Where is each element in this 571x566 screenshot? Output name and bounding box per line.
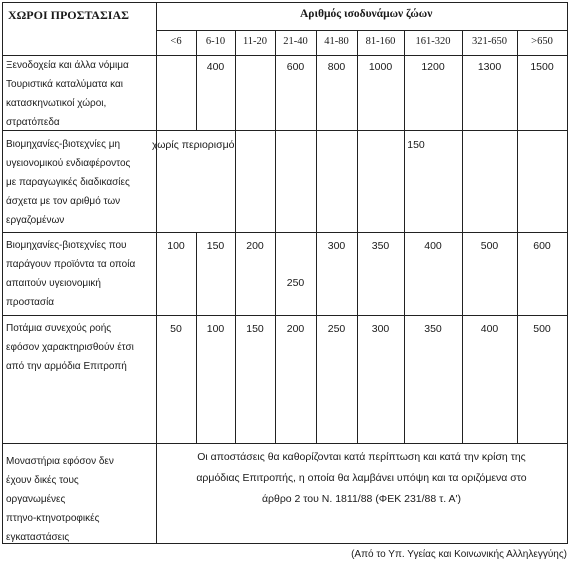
column-header: 21-40 [283, 36, 308, 47]
column-divider [357, 30, 358, 443]
row-label-line: με παραγωγικές διαδικασίες [6, 177, 130, 188]
column-header: 41-80 [324, 36, 349, 47]
cell-value: 500 [533, 323, 551, 335]
cell-value: 50 [170, 323, 182, 335]
column-divider [316, 30, 317, 443]
cell-value: 350 [424, 323, 442, 335]
cell-value: 1000 [368, 61, 393, 73]
row-label-line: Μοναστήρια εφόσον δεν [6, 456, 114, 467]
row-label-line: πτηνο-κτηνοτροφικές [6, 513, 100, 524]
row-label-line: Ποτάμια συνεχούς ροής [6, 323, 112, 334]
cell-value: 1200 [421, 61, 445, 73]
row-label-line: στρατόπεδα [6, 117, 60, 128]
cell-value: 400 [480, 323, 499, 335]
row-label-line: προστασία [6, 297, 55, 308]
row-divider [2, 130, 568, 131]
cell-value: 600 [286, 61, 305, 73]
cell-value: 200 [286, 323, 305, 335]
column-header: 161-320 [415, 36, 451, 47]
cell-value: 300 [371, 323, 390, 335]
source-caption: (Από το Υπ. Υγείας και Κοινωνικής Αλληλεγγύης) [351, 549, 567, 560]
animals-header: Αριθμός ισοδυνάμων ζώων [300, 8, 433, 20]
header-divider [156, 30, 568, 31]
column-header: 81-160 [365, 36, 396, 47]
cell-value: 100 [206, 323, 225, 335]
table-border-right [567, 2, 568, 544]
cell-value: 250 [286, 277, 305, 289]
column-divider [196, 232, 197, 443]
row-label-line: εγκαταστάσεις [6, 532, 70, 543]
row-label-line: έχουν δικές τους [6, 475, 79, 486]
column-divider [462, 30, 463, 443]
row-label-line: εργαζομένων [6, 215, 65, 226]
cell-value: 1300 [477, 61, 502, 73]
cell-value: 400 [424, 240, 442, 252]
column-divider [275, 30, 276, 443]
row-label-line: Τουριστικά καταλύματα και [6, 79, 124, 90]
table-border-bottom [2, 543, 568, 544]
spaces-header: ΧΩΡΟΙ ΠΡΟΣΤΑΣΙΑΣ [8, 8, 129, 22]
column-header: 321-650 [472, 36, 507, 47]
row-label-line: εφόσον χαρακτηρισθούν έτσι [6, 342, 134, 353]
discretion-note-line: Οι αποστάσεις θα καθορίζονται κατά περίπτωση και κατά την κρίση της [197, 451, 526, 463]
cell-value: 200 [246, 240, 264, 252]
cell-value: 800 [327, 61, 346, 73]
column-header: 11-20 [242, 36, 268, 47]
cell-value: 300 [327, 240, 346, 252]
row-label-line: άσχετα με τον αριθμό των [6, 196, 121, 207]
cell-value: 150 [206, 240, 225, 252]
row-divider [2, 315, 568, 316]
cell-value: 500 [480, 240, 499, 252]
row-label-line: από την αρμόδια Επιτροπή [6, 361, 127, 372]
cell-value: 1500 [530, 61, 554, 73]
column-divider [404, 30, 405, 443]
row-label-line: υγειονομικού ενδιαφέροντος [6, 158, 131, 169]
row-divider [2, 232, 568, 233]
cell-value: 150 [246, 323, 264, 335]
row-label-line: απαιτούν υγειονομική [6, 278, 101, 289]
cell-value: 250 [327, 323, 346, 335]
no-limit-note: χωρίς περιορισμό [152, 139, 235, 151]
column-header: <6 [170, 36, 182, 47]
column-divider [235, 30, 236, 443]
cell-value: 350 [371, 240, 390, 252]
column-header: 6-10 [205, 36, 226, 47]
row-label-line: παράγουν προϊόντα τα οποία [6, 259, 136, 270]
row-label-line: Ξενοδοχεία και άλλα νόμιμα [6, 60, 129, 71]
table-border-top [2, 2, 568, 3]
row-label-line: κατασκηνωτικοί χώροι, [6, 98, 107, 109]
cell-value: 600 [533, 240, 551, 252]
discretion-note-line: άρθρο 2 του Ν. 1811/88 (ΦΕΚ 231/88 τ. Α') [261, 493, 462, 505]
row-label-line: Βιομηχανίες-βιοτεχνίες που [6, 240, 127, 251]
table-border-left [2, 2, 3, 544]
cell-value: 150 [407, 139, 425, 151]
discretion-note-line: αρμόδιας Επιτροπής, η οποία θα λαμβάνει υπόψη και τα οριζόμενα στο [196, 472, 527, 484]
cell-value: 100 [167, 240, 185, 252]
column-divider [517, 30, 518, 443]
row-label-line: Βιομηχανίες-βιοτεχνίες μη [6, 139, 121, 150]
row-divider [2, 443, 568, 444]
column-header: >650 [531, 36, 553, 47]
row-label-line: οργανωμένες [6, 494, 66, 505]
cell-value: 400 [206, 61, 225, 73]
